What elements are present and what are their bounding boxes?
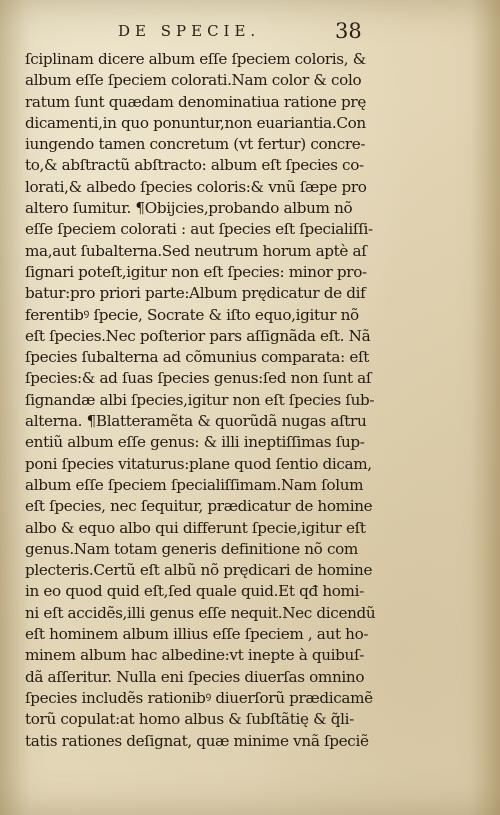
text-line: dicamenti,in quo ponuntur,non euariantia.Con — [25, 113, 366, 132]
text-line: eſt ſpecies, nec ſequitur, prædicatur de homine — [25, 497, 373, 516]
body-text — [25, 49, 465, 752]
text-line: plecteris.Certũ eſt albũ nõ prędicari de homine — [25, 561, 373, 580]
text-line: minem album hac albedine:vt inepte à quibuſ- — [25, 646, 365, 665]
running-head — [0, 19, 500, 46]
page-number: 38 — [335, 19, 362, 43]
text-line: ni eſt accidẽs,illi genus eſſe nequit.Nec dicendũ — [25, 603, 376, 622]
text-line: alterna. ¶Blatteramẽta & quorũdã nugas aſtru — [25, 412, 367, 431]
text-line: tatis rationes deſignat, quæ minime vnã ſpeciẽ — [25, 731, 369, 750]
text-line: altero ſumitur. ¶Obijcies,probando album nõ — [25, 199, 353, 218]
text-line: ſpecies ſubalterna ad cõmunius comparata: eſt — [25, 348, 370, 367]
text-line: ſignari poteſt,igitur non eſt ſpecies: minor pro- — [25, 262, 367, 281]
text-line: to,& abſtractũ abſtracto: album eſt ſpecies co- — [25, 156, 364, 175]
text-line: album eſſe ſpeciem colorati.Nam color & colo — [25, 71, 362, 90]
text-line: albo & equo albo qui differunt ſpecie,igitur eſt — [25, 518, 366, 537]
text-line: eſſe ſpeciem colorati : aut ſpecies eſt ſpecialiſſi- — [25, 220, 373, 239]
text-line: genus.Nam totam generis definitione nõ com — [25, 539, 358, 558]
text-line: ma,aut ſubalterna.Sed neutrum horum aptè aſ — [25, 241, 367, 260]
running-title: DE SPECIE. — [118, 22, 261, 40]
text-line: ſpecies:& ad ſuas ſpecies genus:ſed non ſunt aſ — [25, 369, 372, 388]
text-line: ſignandæ albi ſpecies,igitur non eſt ſpecies ſub- — [25, 390, 375, 409]
text-line: ſpecies includẽs rationibꝰ diuerſorũ prædicamẽ — [25, 688, 373, 707]
text-line: ſciplinam dicere album eſſe ſpeciem coloris, & — [25, 50, 366, 68]
text-line: iungendo tamen concretum (vt fertur) concre- — [25, 135, 366, 154]
text-line: in eo quod quid eſt,ſed quale quid.Et qđ homi- — [25, 582, 364, 601]
text-line: dã aſſeritur. Nulla eni ſpecies diuerſas omnino — [25, 667, 365, 686]
text-line: torũ copulat:at homo albus & ſubſtãtię & q̃li- — [25, 710, 354, 729]
text-line: batur:pro priori parte:Album prędicatur de dif — [25, 284, 366, 303]
text-line: album eſſe ſpeciem ſpecialiſſimam.Nam ſolum — [25, 475, 364, 494]
text-line: ratum ſunt quædam denominatiua ratione prę — [25, 92, 366, 111]
text-line: lorati,& albedo ſpecies coloris:& vnũ ſæpe pro — [25, 177, 367, 196]
text-line: ferentibꝰ ſpecie, Socrate & iſto equo,igitur nõ — [25, 305, 359, 324]
text-line: entiũ album eſſe genus: & illi ineptiſſimas ſup- — [25, 433, 365, 452]
text-line: poni ſpecies vitaturus:plane quod ſentio dicam, — [25, 454, 372, 473]
text-line: eſt hominem album illius eſſe ſpeciem , aut ho- — [25, 625, 369, 644]
text-line: eſt ſpecies.Nec poſterior pars aſſignãda eſt. Nã — [25, 326, 371, 345]
